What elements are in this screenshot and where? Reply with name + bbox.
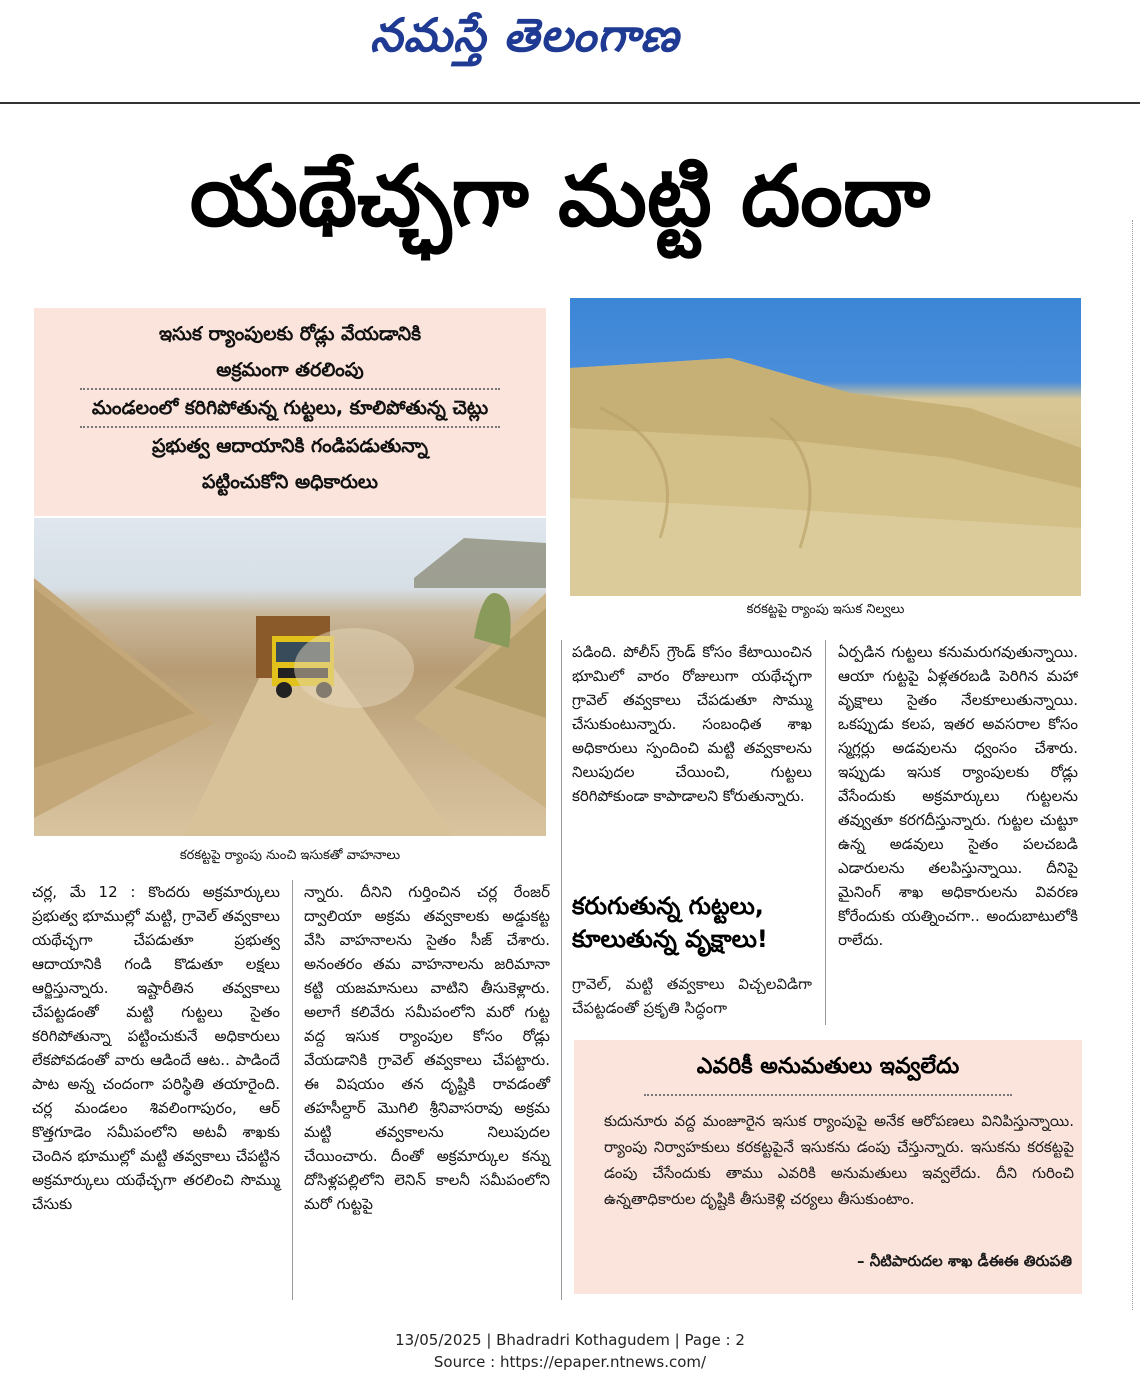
subdeck-line: ప్రభుత్వ ఆదాయానికి గండిపడుతున్నా — [151, 435, 429, 457]
sidebar-box-title: ఎవరికీ అనుమతులు ఇవ్వలేదు — [696, 1054, 960, 1079]
ridge-photo-caption: కరకట్టపై ర్యాంపు ఇసుక నిల్వలు — [746, 602, 905, 617]
sand-ridge-photo — [570, 298, 1081, 596]
headline: యథేచ్ఛగా మట్టి దందా — [189, 147, 931, 245]
subdeck-line: మండలంలో కరిగిపోతున్న గుట్టలు, కూలిపోతున్న చెట్లు — [91, 397, 489, 419]
article-column-3: పడింది. పోలీస్ గ్రౌండ్ కోసం కేటాయించిన భూమిలో వారం రోజులుగా యథేచ్ఛగా గ్రావెల్ తవ్వకాలు చేపడుతూ సొమ్ము చేసుకుంటున్నారు. సంబంధిత శాఖ అధికారులు స్పందించి మట్టి తవ్వకాలను నిలుపుదల చేయించి, గుట్టలు కరిగిపోకుండా కాపాడాలని కోరుతున్నారు. — [572, 643, 812, 805]
truck-photo-caption: కరకట్టపై ర్యాంపు నుంచి ఇసుకతో వాహనాలు — [179, 848, 401, 863]
crosshead: కరుగుతున్న గుట్టలు, కూలుతున్న వృక్షాలు! — [572, 892, 768, 953]
truck-photo — [34, 518, 546, 836]
column-rule — [292, 880, 293, 1300]
sand-ridge-illustration — [570, 298, 1081, 596]
sidebar-box-body: కుదునూరు వద్ద మంజూరైన ఇసుక ర్యాంపుపై అనేక ఆరోపణలు వినిపిస్తున్నాయి. ర్యాంపు నిర్వాహకులు కరకట్టపైనే ఇసుకను డంపు చేస్తున్నారు. ఇసుకను కరకట్టపై డంపు చేసేందుకు తాము ఎవరికి అనుమతులు ఇవ్వలేదు. దీని గురించి ఉన్నతాధికారుల దృష్టికి తీసుకెళ్లి చర్యలు తీసుకుంటాం. — [604, 1112, 1074, 1208]
article-column-2: న్నారు. దీనిని గుర్తించిన చర్ల రేంజర్ ద్వాలియా అక్రమ తవ్వకాలకు అడ్డుకట్ట వేసి వాహనాలను సైతం సీజ్ చేశారు. అనంతరం తమ వాహనాలను జరిమానా కట్టి యజమానులు వాటిని తీసుకెళ్లారు. అలాగే కలివేరు సమీపంలోని మరో గుట్ట వద్ద ఇసుక ర్యాంపుల కోసం రోడ్లు వేయడానికి గ్రావెల్ తవ్వకాలు చేపట్టారు. ఈ విషయం తన దృష్టికి రావడంతో తహసీల్దార్ మొగిలి శ్రీనివాసరావు అక్రమ మట్టి తవ్వకాలను నిలుపుదల చేయించారు. దీంతో అక్రమార్కుల కన్ను దోసిళ్లపల్లిలోని లెనిన్ కాలనీ సమీపంలోని మరో గుట్టపై — [304, 883, 550, 1213]
article-column-1: చర్ల, మే 12 : కొందరు అక్రమార్కులు ప్రభుత్వ భూముల్లో మట్టి, గ్రావెల్ తవ్వకాలు యథేచ్ఛగా చేపడుతూ ప్రభుత్వ ఆదాయానికి గండి కొడుతూ లక్షలు ఆర్జిస్తున్నారు. ఇష్టారీతిన తవ్వకాలు చేపట్టడంతో మట్టి గుట్టలు సైతం కరిగిపోతున్నా పట్టించుకునే అధికారులు లేకపోవడంతో వారు ఆడిందే ఆట.. పాడిందే పాట అన్న చందంగా పరిస్థితి తయారైంది. చర్ల మండలం శివలింగాపురం, ఆర్ కొత్తగూడెం సమీపంలోని అటవీ శాఖకు చెందిన భూముల్లో మట్టి తవ్వకాలు చేపట్టిన అక్రమార్కులు యథేచ్ఛగా తరలించి సొమ్ము చేసుకు — [32, 883, 280, 1213]
subdeck-panel — [34, 308, 546, 516]
column-rule — [561, 640, 562, 1300]
truck-photo-illustration — [34, 518, 546, 836]
sidebar-box — [574, 1040, 1082, 1294]
sidebar-box-divider — [644, 1094, 1012, 1096]
masthead — [0, 0, 1140, 104]
newspaper-logo: నమస్తే తెలంగాణ — [370, 8, 680, 62]
footer-source: Source : https://epaper.ntnews.com/ — [433, 1353, 707, 1371]
article-column-4: ఏర్పడిన గుట్టలు కనుమరుగవుతున్నాయి. ఆయా గుట్టపై ఏళ్లతరబడి పెరిగిన మహా వృక్షాలు సైతం నేలకూలుతున్నాయి. ఒకప్పుడు కలప, ఇతర అవసరాల కోసం స్మగ్లర్లు అడవులను ధ్వంసం చేశారు. ఇప్పుడు ఇసుక ర్యాంపులకు రోడ్లు వేసేందుకు అక్రమార్కులు గుట్టలను తవ్వుతూ కరగదీస్తున్నారు. గుట్టల చుట్టూ ఉన్న అడవులు సైతం పలచబడి ఎడారులను తలపిస్తున్నాయి. దీనిపై మైనింగ్ శాఖ అధికారులను వివరణ కోరేందుకు యత్నించగా.. అందుబాటులోకి రాలేదు. — [838, 643, 1078, 949]
adjacent-page-edge — [1132, 220, 1138, 1310]
column-rule — [825, 640, 826, 1025]
article-column-3-continued: గ్రావెల్, మట్టి తవ్వకాలు విచ్చలవిడిగా చేపట్టడంతో ప్రకృతి సిద్ధంగా — [572, 975, 812, 1017]
subdeck-line: పట్టించుకోని అధికారులు — [202, 471, 378, 493]
subdeck-line: ఇసుక ర్యాంపులకు రోడ్లు వేయడానికి — [158, 323, 422, 345]
subdeck-line: అక్రమంగా తరలింపు — [216, 359, 364, 381]
footer-date-page: 13/05/2025 | Bhadradri Kothagudem | Page : 2 — [395, 1331, 745, 1349]
sidebar-box-signature: – నీటిపారుదల శాఖ డీఈఈ తిరుపతి — [857, 1252, 1072, 1270]
